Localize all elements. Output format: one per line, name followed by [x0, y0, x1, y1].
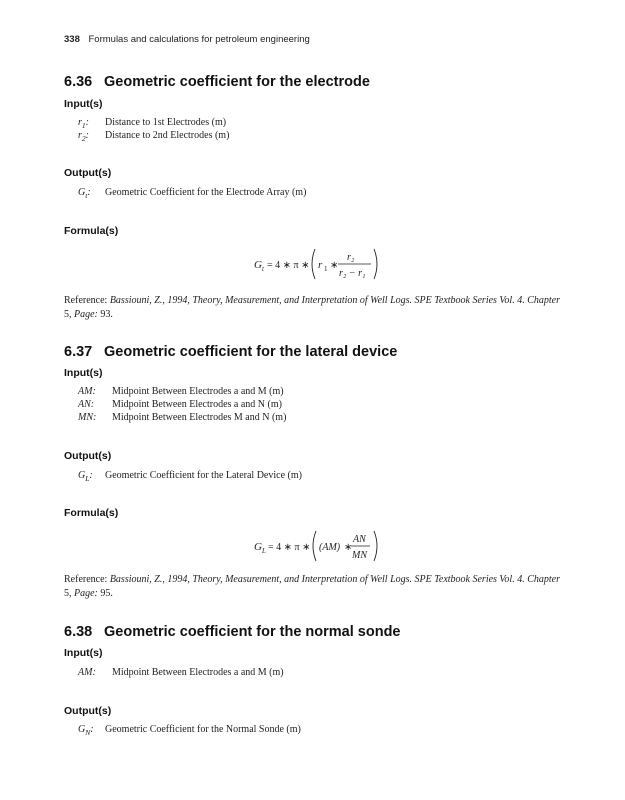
left-paren	[312, 249, 315, 279]
variable-symbol: r	[78, 117, 82, 128]
variable-description: Distance to 2nd Electrodes (m)	[105, 130, 230, 141]
reference-page-label: Page:	[74, 588, 98, 599]
variable-description: Geometric Coefficient for the Lateral Device (m)	[105, 470, 302, 481]
input-item: MN: Midpoint Between Electrodes M and N (m)	[78, 412, 287, 423]
variable-description: Midpoint Between Electrodes a and M (m)	[112, 667, 284, 678]
variable-description: Geometric Coefficient for the Electrode Array (m)	[105, 187, 307, 198]
section-number: 6.37	[64, 344, 93, 360]
reference-label: Reference:	[64, 574, 108, 585]
section-number: 6.36	[64, 74, 93, 90]
page-number: 338	[64, 34, 80, 45]
variable-subscript: 1	[81, 121, 86, 130]
formula	[254, 528, 384, 569]
outputs-heading: Output(s)	[64, 167, 112, 179]
formula-lhs: G	[254, 541, 262, 553]
formula-operator: ∗	[330, 260, 339, 271]
variable-subscript: N	[85, 728, 91, 737]
section-title	[64, 74, 370, 90]
formula-lhs-subscript: t	[262, 265, 264, 273]
reference-chapter: 5	[64, 588, 69, 599]
variable-subscript: 2	[81, 134, 86, 143]
book-page	[64, 0, 564, 800]
input-item: AM: Midpoint Between Electrodes a and M (m)	[78, 386, 284, 397]
formula-graphic	[254, 528, 384, 564]
formula-term-subscript: 1	[324, 265, 328, 273]
formula	[254, 246, 384, 287]
outputs-heading: Output(s)	[64, 450, 112, 462]
reference-label: Reference:	[64, 295, 108, 306]
variable-symbol: G	[78, 187, 86, 198]
formula-prefix: = 4 ∗ π ∗	[267, 260, 310, 271]
formula-prefix: = 4 ∗ π ∗	[268, 542, 311, 553]
reference-citation: Bassiouni, Z., 1994, Theory, Measurement, and Interpretation of Well Logs. SPE Textbook Series Vol. 4.	[109, 295, 525, 306]
reference-page-label: Page:	[74, 309, 98, 320]
input-item: $r_1$: Distance to 1st Electrodes (m)	[78, 117, 227, 130]
formula-term: r	[318, 259, 323, 271]
input-item: AN: Midpoint Between Electrodes a and N (m)	[78, 399, 282, 410]
section-title	[64, 624, 401, 640]
fraction-denominator: MN	[352, 550, 367, 561]
formula-graphic	[254, 246, 384, 282]
variable-description: Midpoint Between Electrodes a and M (m)	[112, 386, 284, 397]
fraction-denominator: r₂ − r₁	[339, 268, 366, 279]
variable-symbol: G	[78, 724, 86, 735]
variable-description: Distance to 1st Electrodes (m)	[105, 117, 227, 128]
variable-symbol: G	[78, 470, 86, 481]
book-title: Formulas and calculations for petroleum engineering	[88, 34, 310, 45]
variable-symbol: AM	[78, 667, 93, 678]
formula-heading: Formula(s)	[64, 507, 119, 519]
inputs-heading: Input(s)	[64, 647, 103, 659]
section-heading: Geometric coefficient for the lateral device	[104, 344, 398, 360]
section-number: 6.38	[64, 624, 93, 640]
variable-description: Midpoint Between Electrodes M and N (m)	[112, 412, 287, 423]
output-item: $G_t$: Geometric Coefficient for the Electrode Array (m)	[78, 187, 307, 200]
reference-page: 95	[100, 588, 111, 599]
reference-chapter-label: Chapter	[527, 295, 560, 306]
variable-symbol: AN	[78, 399, 91, 410]
variable-description: Geometric Coefficient for the Normal Sonde (m)	[105, 724, 301, 735]
right-paren	[374, 249, 377, 279]
variable-subscript: t	[85, 191, 88, 200]
formula-term: (AM)	[319, 542, 341, 553]
variable-symbol: r	[78, 130, 82, 141]
variable-description: Midpoint Between Electrodes a and N (m)	[112, 399, 282, 410]
variable-symbol: AM	[78, 386, 93, 397]
formula-heading: Formula(s)	[64, 225, 119, 237]
input-item: AM: Midpoint Between Electrodes a and M (m)	[78, 667, 284, 678]
reference-citation: Bassiouni, Z., 1994, Theory, Measurement, and Interpretation of Well Logs. SPE Textbook Series Vol. 4.	[109, 574, 525, 585]
left-paren	[313, 531, 316, 561]
output-item: $G_L$: Geometric Coefficient for the Lateral Device (m)	[78, 470, 302, 483]
reference: Reference: Bassiouni, Z., 1994, Theory, Measurement, and Interpretation of Well Logs. SPE Textbook Series Vol. 4. Chapter 5, Page: 93.	[64, 295, 560, 320]
reference-chapter: 5	[64, 309, 69, 320]
inputs-heading: Input(s)	[64, 367, 103, 379]
running-head	[64, 34, 310, 45]
input-item: $r_2$: Distance to 2nd Electrodes (m)	[78, 130, 230, 143]
formula-lhs-subscript: L	[262, 547, 266, 555]
formula-lhs: G	[254, 259, 262, 271]
formula-operator: ∗	[344, 542, 353, 553]
fraction-numerator: AN	[353, 534, 366, 545]
reference-chapter-label: Chapter	[527, 574, 560, 585]
right-paren	[374, 531, 377, 561]
variable-symbol: MN	[78, 412, 93, 423]
section-heading: Geometric coefficient for the electrode	[104, 74, 370, 90]
output-item: $G_N$: Geometric Coefficient for the Normal Sonde (m)	[78, 724, 301, 737]
outputs-heading: Output(s)	[64, 705, 112, 717]
reference: Reference: Bassiouni, Z., 1994, Theory, Measurement, and Interpretation of Well Logs. SPE Textbook Series Vol. 4. Chapter 5, Page: 95.	[64, 574, 560, 599]
inputs-heading: Input(s)	[64, 98, 103, 110]
section-heading: Geometric coefficient for the normal sonde	[104, 624, 401, 640]
variable-subscript: L	[85, 474, 90, 483]
section-title	[64, 344, 397, 360]
fraction-numerator: r₂	[347, 252, 355, 263]
reference-page: 93	[100, 309, 111, 320]
